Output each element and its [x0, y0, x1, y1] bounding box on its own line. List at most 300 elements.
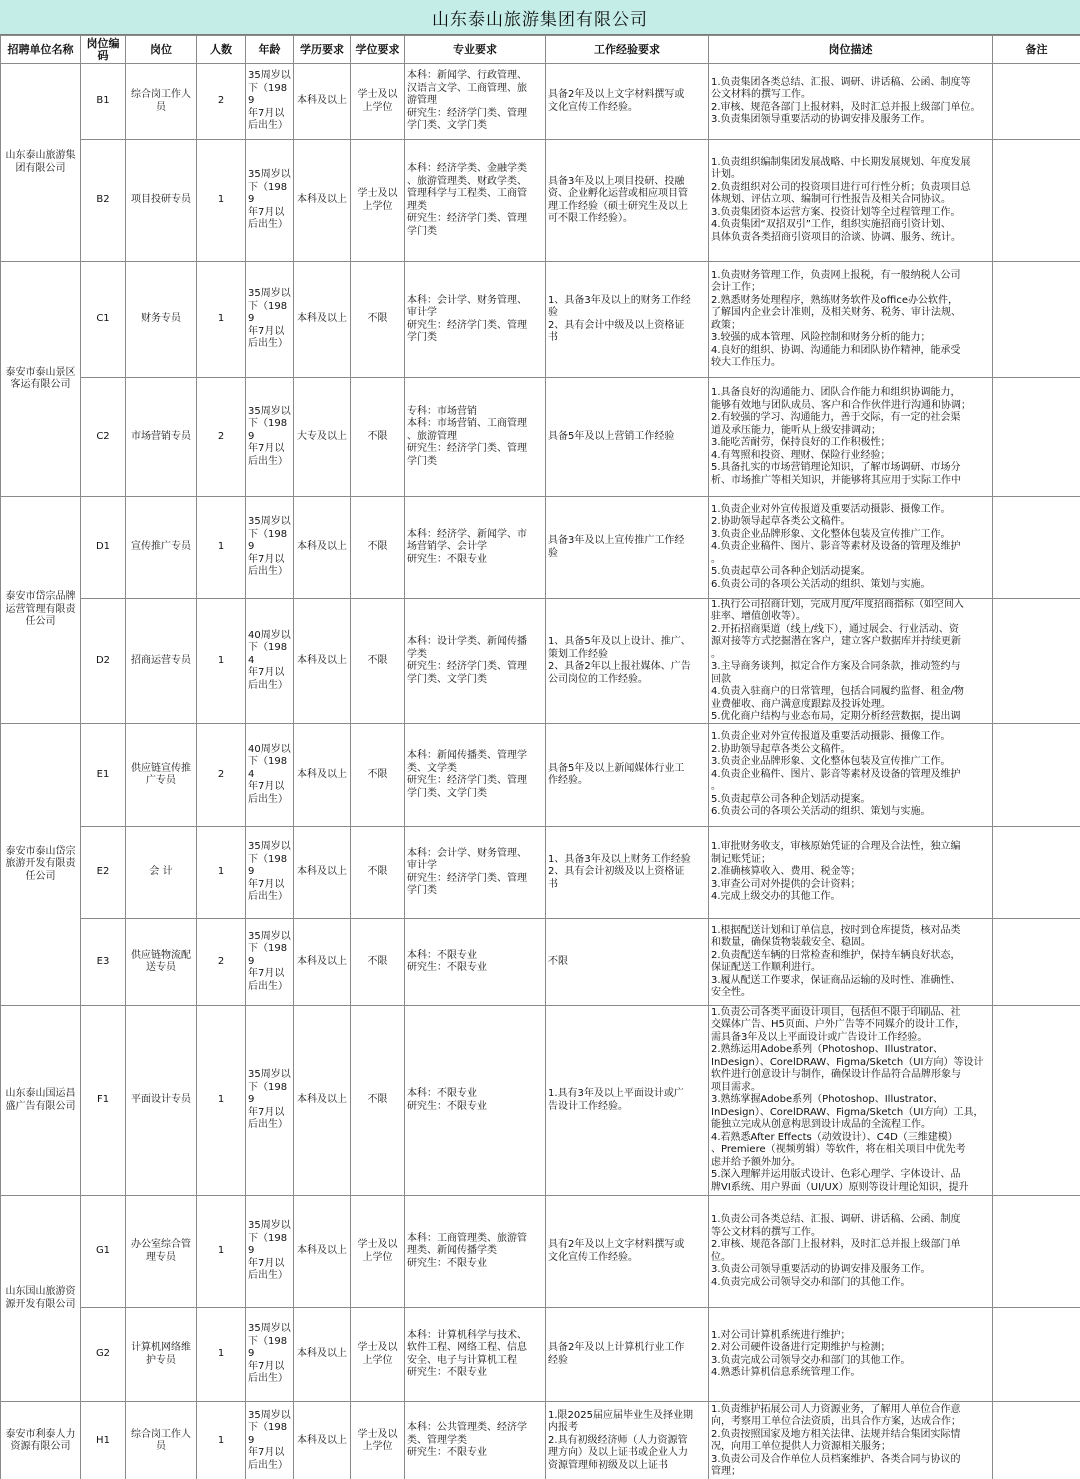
- description-cell-line: 2.负责按照国家及地方相关法律、法规并结合集团实际情: [711, 1428, 961, 1440]
- position-name-cell: 招商运营专员: [126, 599, 197, 724]
- major-cell-line: 研究生：经济学门类、管理: [407, 775, 527, 786]
- age-cell-line: 年7月以: [248, 107, 285, 119]
- age-cell: [246, 64, 294, 140]
- age-cell-line: 下（1989: [248, 1335, 288, 1360]
- age-cell-line: 后出生）: [248, 891, 288, 903]
- recruitment-table: [0, 35, 1080, 1479]
- age-cell-line: 后出生）: [248, 793, 288, 805]
- experience-cell-line: 验: [548, 547, 558, 559]
- experience-cell-line: 经验: [548, 1354, 568, 1366]
- degree-cell: 不限: [351, 497, 405, 599]
- description-cell-line: 体规划、评估立项、编制可行性报告及相关合同协议。: [711, 194, 951, 206]
- age-cell-line: 35周岁以: [248, 930, 291, 942]
- experience-cell-line: 2、具有会计初级及以上资格证: [548, 866, 685, 878]
- experience-cell-line: 理工作经验（硕士研究生及以上: [548, 200, 688, 212]
- age-cell-line: 后出生）: [248, 980, 288, 992]
- major-cell-line: 场营销学、会计学: [407, 541, 487, 553]
- age-cell-line: 35周岁以: [248, 841, 291, 853]
- table-row: [1, 1006, 1080, 1196]
- description-cell-line: 。: [711, 648, 721, 660]
- experience-cell-line: 1.限2025届应届毕业生及择业期: [548, 1409, 693, 1421]
- description-cell-line: 2.审核、规范各部门上报材料，及时汇总并报上级部门单: [711, 1239, 961, 1250]
- description-cell-line: 2.负责配送车辆的日常检查和维护，保持车辆良好状态，: [711, 949, 961, 961]
- age-cell-line: 年7月以: [248, 1106, 285, 1118]
- table-row: [1, 724, 1080, 827]
- header-cell-experience: 工作经验要求: [546, 36, 709, 64]
- header-cell-note: 备注: [993, 36, 1080, 64]
- age-cell-line: 年7月以: [248, 325, 285, 337]
- description-cell-line: 虑并给予额外加分。: [711, 1156, 801, 1168]
- experience-cell-line: 2、具备2年以上报社媒体、广告: [548, 661, 691, 672]
- description-cell: [709, 599, 993, 724]
- description-cell-line: 3.熟练掌握Adobe系列（Photoshop、Illustrator、: [711, 1094, 944, 1106]
- age-cell-line: 年7月以: [248, 443, 285, 455]
- age-cell: [246, 378, 294, 497]
- degree-cell: 不限: [351, 724, 405, 827]
- experience-cell: [546, 64, 709, 140]
- position-code-cell: E2: [81, 827, 126, 919]
- age-cell-line: 35周岁以: [248, 1220, 291, 1232]
- table-row: [1, 827, 1080, 919]
- age-cell-line: 下（1989: [248, 528, 288, 553]
- major-cell: [405, 497, 546, 599]
- description-cell-line: 3.审查公司对外提供的会计资料；: [711, 878, 861, 890]
- description-cell: [709, 262, 993, 378]
- major-cell-line: 本科：计算机科学与技术、: [407, 1329, 527, 1341]
- description-cell-line: InDesign）、CorelDRAW、Figma/Sketch（UI方向）工具，: [711, 1106, 984, 1118]
- description-cell: [709, 497, 993, 599]
- header-cell-count: 人数: [197, 36, 246, 64]
- headcount-cell: 1: [197, 262, 246, 378]
- headcount-cell: 1: [197, 1308, 246, 1402]
- description-cell-line: 2.审核、规范各部门上报材料，及时汇总并报上级部门单位。: [711, 101, 981, 113]
- major-cell-line: 研究生：不限专业: [407, 962, 487, 973]
- experience-cell-line: 告设计工作经验。: [548, 1100, 628, 1112]
- major-cell-line: 研究生：不限专业: [407, 1367, 487, 1378]
- description-cell-line: 4.良好的组织、协调、沟通能力和团队协作精神，能承受: [711, 344, 961, 356]
- degree-cell: 不限: [351, 919, 405, 1006]
- headcount-cell: 1: [197, 1402, 246, 1479]
- age-cell-line: 35周岁以: [248, 1069, 291, 1081]
- degree-cell: 不限: [351, 1006, 405, 1196]
- description-cell-line: 5.负责起草公司各种企划活动提案。: [711, 566, 871, 578]
- education-cell: 本科及以上: [294, 64, 351, 140]
- age-cell-line: 后出生）: [248, 1119, 288, 1131]
- experience-cell-line: 可不限工作经验）。: [548, 213, 633, 224]
- age-cell-line: 后出生）: [248, 219, 288, 231]
- age-cell-line: 年7月以: [248, 667, 285, 679]
- experience-cell-line: 具备2年及以上计算机行业工作: [548, 1342, 685, 1353]
- header-cell-degree: 学位要求: [351, 36, 405, 64]
- experience-cell-line: 1、具备3年及以上的财务工作经: [548, 294, 691, 306]
- education-cell: 本科及以上: [294, 1308, 351, 1402]
- header-cell-unit: 招聘单位名称: [1, 36, 81, 64]
- major-cell-line: 类、文学类: [407, 762, 457, 774]
- age-cell-line: 35周岁以: [248, 516, 291, 528]
- description-cell-line: 保证配送工作顺利进行。: [711, 962, 821, 973]
- table-row: [1, 497, 1080, 599]
- major-cell-line: 审计学: [407, 307, 437, 318]
- age-cell-line: 后出生）: [248, 679, 288, 691]
- major-cell-line: 本科：新闻学、行政管理、: [407, 70, 527, 82]
- position-code-cell: E3: [81, 919, 126, 1006]
- description-cell-line: 能够有效地与团队成员、客户和合作伙伴进行沟通和协调；: [711, 399, 971, 411]
- experience-cell-line: 具有2年及以上文字材料撰写或: [548, 1239, 685, 1250]
- major-cell: [405, 378, 546, 497]
- major-cell-line: 学门类: [407, 885, 437, 896]
- experience-cell: [546, 1196, 709, 1308]
- table-row: [1, 140, 1080, 262]
- major-cell-line: 本科：市场营销、工商管理: [407, 418, 527, 430]
- description-cell-line: 业费催收、商户满意度跟踪及投诉处理。: [711, 698, 891, 710]
- description-cell-line: 公文材料的撰写工作。: [711, 89, 811, 100]
- headcount-cell: 1: [197, 599, 246, 724]
- header-row: [1, 36, 1080, 64]
- description-cell-line: 回款: [711, 673, 731, 685]
- experience-cell-line: 验: [548, 307, 558, 318]
- table-row: [1, 919, 1080, 1006]
- experience-cell-line: 策划工作经验: [548, 648, 608, 660]
- experience-cell-line: 公司岗位的工作经验。: [548, 673, 648, 685]
- note-cell: [993, 64, 1080, 140]
- position-name-cell: 综合岗工作人员: [126, 64, 197, 140]
- description-cell-line: 2.熟悉财务处理程序，熟练财务软件及office办公软件，: [711, 294, 958, 306]
- education-cell: 本科及以上: [294, 140, 351, 262]
- description-cell-line: 1.负责公司各类总结、汇报、调研、讲话稿、公函、制度: [711, 1214, 961, 1225]
- age-cell-line: 后出生）: [248, 1270, 288, 1282]
- header-cell-education: 学历要求: [294, 36, 351, 64]
- description-cell-line: 3.负责集团领导重要活动的协调安排及服务工作。: [711, 114, 931, 125]
- experience-cell-line: 2、具有会计中级及以上资格证: [548, 319, 685, 331]
- note-cell: [993, 919, 1080, 1006]
- description-cell-line: 2.对公司硬件设备进行定期维护与检测；: [711, 1342, 891, 1353]
- major-cell-line: 研究生：经济学门类、管理: [407, 661, 527, 672]
- description-cell-line: 、Premiere（视频剪辑）等软件，将在相关项目中优先考: [711, 1144, 966, 1156]
- age-cell: [246, 827, 294, 919]
- headcount-cell: 2: [197, 724, 246, 827]
- headcount-cell: 2: [197, 64, 246, 140]
- position-code-cell: F1: [81, 1006, 126, 1196]
- experience-cell-line: 具备5年及以上新闻媒体行业工: [548, 762, 685, 774]
- description-cell: [709, 919, 993, 1006]
- education-cell: 大专及以上: [294, 378, 351, 497]
- description-cell-line: 3.负责集团资本运营方案、投资计划等全过程管理工作。: [711, 206, 961, 218]
- major-cell: [405, 262, 546, 378]
- education-cell: 本科及以上: [294, 827, 351, 919]
- description-cell-line: 制记账凭证；: [711, 853, 771, 865]
- major-cell-line: 本科：不限专业: [407, 949, 477, 961]
- headcount-cell: 1: [197, 140, 246, 262]
- description-cell-line: 能独立完成从创意构思到设计成品的全流程工作。: [711, 1119, 931, 1131]
- experience-cell-line: 具备3年及以上宣传推广工作经: [548, 535, 685, 546]
- description-cell-line: 安全性。: [711, 987, 751, 998]
- age-cell-line: 年7月以: [248, 1447, 285, 1459]
- experience-cell: [546, 378, 709, 497]
- unit-name-cell: 泰安市泰山岱宗旅游开发有限责任公司: [1, 724, 81, 1006]
- experience-cell: [546, 724, 709, 827]
- major-cell-line: 、旅游管理: [407, 430, 457, 442]
- major-cell: [405, 599, 546, 724]
- position-name-cell: 财务专员: [126, 262, 197, 378]
- experience-cell-line: 作经验。: [548, 775, 588, 786]
- position-name-cell: 项目投研专员: [126, 140, 197, 262]
- description-cell-line: 2.有较强的学习、沟通能力，善于交际，有一定的社会渠: [711, 412, 961, 423]
- description-cell-line: 。: [711, 553, 721, 565]
- major-cell-line: 学门类: [407, 332, 437, 343]
- description-cell: [709, 724, 993, 827]
- position-name-cell: 市场营销专员: [126, 378, 197, 497]
- description-cell: [709, 827, 993, 919]
- major-cell-line: 研究生：不限专业: [407, 1100, 487, 1112]
- experience-cell-line: 具备2年及以上文字材料撰写或: [548, 89, 685, 100]
- major-cell-line: 本科：新闻传播类、管理学: [407, 750, 527, 761]
- description-cell-line: 政策；: [711, 319, 741, 331]
- description-cell-line: 道及承压能力，能听从上级安排调动；: [711, 424, 881, 436]
- major-cell-line: 研究生：经济学门类、管理: [407, 872, 527, 884]
- description-cell-line: 1.负责组织编制集团发展战略、中长期发展规划、年度发展: [711, 156, 971, 168]
- header-cell-major: 专业要求: [405, 36, 546, 64]
- description-cell-line: 析、市场推广等相关知识，并能够将其应用于实际工作中: [711, 474, 961, 486]
- experience-cell: [546, 919, 709, 1006]
- headcount-cell: 1: [197, 1196, 246, 1308]
- education-cell: 本科及以上: [294, 1402, 351, 1479]
- position-name-cell: 计算机网络维护专员: [126, 1308, 197, 1402]
- age-cell-line: 年7月以: [248, 781, 285, 793]
- description-cell-line: 3.负责企业品牌形象、文化整体包装及宣传推广工作。: [711, 528, 951, 540]
- age-cell-line: 下（1989: [248, 1232, 288, 1257]
- major-cell-line: 理类、新闻传播学类: [407, 1245, 497, 1257]
- description-cell: [709, 140, 993, 262]
- major-cell-line: 研究生：不限专业: [407, 553, 487, 565]
- experience-cell-line: 1.具有3年及以上平面设计或广: [548, 1088, 684, 1099]
- degree-cell: 学士及以上学位: [351, 64, 405, 140]
- description-cell: [709, 1402, 993, 1479]
- age-cell-line: 下（1989: [248, 1081, 288, 1106]
- description-cell-line: 4.完成上级交办的其他工作。: [711, 891, 841, 903]
- description-cell-line: 4.负责集团“双招双引”工作，组织实施招商引资计划、: [711, 219, 951, 231]
- age-cell-line: 40周岁以: [248, 743, 291, 755]
- description-cell-line: 2.负责组织对公司的投资项目进行可行性分析；负责项目总: [711, 181, 971, 193]
- major-cell-line: 学门类、文学门类: [407, 120, 487, 132]
- note-cell: [993, 827, 1080, 919]
- age-cell: [246, 497, 294, 599]
- experience-cell-line: 内报考: [548, 1422, 578, 1434]
- description-cell-line: 3.主导商务谈判，拟定合作方案及合同条款，推动签约与: [711, 661, 961, 672]
- unit-name-cell: 泰安市利泰人力资源有限公司: [1, 1402, 81, 1479]
- experience-cell: [546, 1308, 709, 1402]
- description-cell-line: 1.根据配送计划和订单信息，按时到仓库提货，核对品类: [711, 924, 961, 936]
- major-cell-line: 本科：经济学类、金融学类: [407, 163, 527, 174]
- major-cell-line: 游管理: [407, 95, 437, 107]
- description-cell-line: 1.审批财务收支，审核原始凭证的合理及合法性，独立编: [711, 841, 961, 853]
- headcount-cell: 1: [197, 497, 246, 599]
- degree-cell: 学士及以上学位: [351, 1402, 405, 1479]
- age-cell-line: 35周岁以: [248, 288, 291, 300]
- age-cell: [246, 919, 294, 1006]
- experience-cell-line: 资、企业孵化运营或相应项目管: [548, 188, 688, 199]
- experience-cell: [546, 599, 709, 724]
- experience-cell-line: 1、具备5年及以上设计、推广、: [548, 636, 691, 647]
- description-cell-line: 和数量，确保货物装载安全、稳固。: [711, 937, 871, 948]
- description-cell-line: 1.负责集团各类总结、汇报、调研、讲话稿、公函、制度等: [711, 76, 971, 88]
- description-cell-line: 2.熟练运用Adobe系列（Photoshop、Illustrator、: [711, 1044, 944, 1056]
- description-cell-line: 6.负责公司的各项公关活动的组织、策划与实施。: [711, 806, 931, 818]
- description-cell-line: 2.协助领导起草各类公文稿件。: [711, 743, 851, 755]
- description-cell-line: 4.负责企业稿件、图片、影音等素材及设备的管理及维护: [711, 541, 961, 553]
- description-cell-line: 3.履从配送工作要求，保证商品运输的及时性、准确性、: [711, 974, 961, 986]
- major-cell-line: 本科：不限专业: [407, 1088, 477, 1099]
- major-cell-line: 学门类: [407, 225, 437, 237]
- major-cell-line: 理类: [407, 200, 427, 212]
- table-row: [1, 378, 1080, 497]
- header-cell-description: 岗位描述: [709, 36, 993, 64]
- note-cell: [993, 378, 1080, 497]
- age-cell-line: 年7月以: [248, 553, 285, 565]
- experience-cell: [546, 1402, 709, 1479]
- age-cell-line: 年7月以: [248, 968, 285, 980]
- note-cell: [993, 599, 1080, 724]
- age-cell-line: 后出生）: [248, 338, 288, 350]
- description-cell-line: 3.负责公司领导重要活动的协调安排及服务工作。: [711, 1264, 931, 1275]
- description-cell-line: 等公文材料的撰写工作。: [711, 1226, 821, 1238]
- major-cell: [405, 64, 546, 140]
- unit-name-cell: 泰安市泰山景区客运有限公司: [1, 262, 81, 497]
- note-cell: [993, 262, 1080, 378]
- education-cell: 本科及以上: [294, 262, 351, 378]
- description-cell-line: 计划。: [711, 169, 741, 181]
- description-cell-line: 1.负责企业对外宣传报道及重要活动摄影、摄像工作。: [711, 503, 951, 515]
- position-name-cell: 宣传推广专员: [126, 497, 197, 599]
- age-cell: [246, 262, 294, 378]
- position-code-cell: G2: [81, 1308, 126, 1402]
- experience-cell-line: 2.具有初级经济师（人力资源管: [548, 1434, 688, 1446]
- age-cell-line: 下（1984: [248, 756, 288, 780]
- experience-cell-line: 书: [548, 878, 558, 890]
- major-cell-line: 学门类、文学门类: [407, 787, 487, 799]
- description-cell-line: 项目需求。: [711, 1081, 761, 1093]
- sheet-title: 山东泰山旅游集团有限公司: [0, 0, 1080, 35]
- position-code-cell: G1: [81, 1196, 126, 1308]
- description-cell-line: InDesign）、CorelDRAW、Figma/Sketch（UI方向）等设计: [711, 1056, 984, 1068]
- note-cell: [993, 497, 1080, 599]
- description-cell-line: 向，考察用工单位合法资质，出具合作方案，达成合作；: [711, 1416, 961, 1427]
- degree-cell: 学士及以上学位: [351, 1196, 405, 1308]
- major-cell-line: 研究生：不限专业: [407, 1257, 487, 1269]
- education-cell: 本科及以上: [294, 1006, 351, 1196]
- position-name-cell: 平面设计专员: [126, 1006, 197, 1196]
- experience-cell-line: 具备5年及以上营销工作经验: [548, 430, 675, 442]
- description-cell-line: 4.熟悉计算机信息系统管理工作。: [711, 1367, 861, 1378]
- experience-cell-line: 具备3年及以上项目投研、投融: [548, 175, 685, 187]
- position-code-cell: D2: [81, 599, 126, 724]
- position-name-cell: 供应链物流配送专员: [126, 919, 197, 1006]
- major-cell-line: 学门类、文学门类: [407, 673, 487, 685]
- note-cell: [993, 724, 1080, 827]
- experience-cell-line: 书: [548, 332, 558, 343]
- description-cell-line: 1.负责维护拓展公司人力资源业务，了解用人单位合作意: [711, 1403, 961, 1415]
- note-cell: [993, 140, 1080, 262]
- description-cell-line: 5.深入理解并运用版式设计、色彩心理学、字体设计、品: [711, 1169, 961, 1181]
- age-cell-line: 下（1989: [248, 181, 288, 206]
- table-row: [1, 262, 1080, 378]
- age-cell: [246, 140, 294, 262]
- education-cell: 本科及以上: [294, 919, 351, 1006]
- note-cell: [993, 1196, 1080, 1308]
- experience-cell: [546, 1006, 709, 1196]
- age-cell-line: 后出生）: [248, 1373, 288, 1385]
- major-cell-line: 本科：会计学、财务管理、: [407, 847, 527, 859]
- headcount-cell: 2: [197, 378, 246, 497]
- age-cell-line: 后出生）: [248, 566, 288, 578]
- major-cell-line: 类、管理学类: [407, 1434, 467, 1446]
- age-cell-line: 下（1989: [248, 418, 288, 442]
- major-cell-line: 汉语言文学、工商管理、旅: [407, 82, 527, 94]
- experience-cell-line: 不限: [548, 955, 568, 967]
- unit-name-cell: 泰安市岱宗品牌运营管理有限责任公司: [1, 497, 81, 724]
- headcount-cell: 2: [197, 919, 246, 1006]
- description-cell-line: 3.负责完成公司领导交办和部门的其他工作。: [711, 1354, 911, 1366]
- description-cell-line: 3.负责企业品牌形象、文化整体包装及宣传推广工作。: [711, 756, 951, 768]
- age-cell-line: 年7月以: [248, 206, 285, 218]
- description-cell-line: 6.负责公司的各项公关活动的组织、策划与实施。: [711, 578, 931, 590]
- experience-cell: [546, 140, 709, 262]
- description-cell: [709, 378, 993, 497]
- position-code-cell: C2: [81, 378, 126, 497]
- education-cell: 本科及以上: [294, 1196, 351, 1308]
- age-cell-line: 年7月以: [248, 1360, 285, 1372]
- age-cell-line: 后出生）: [248, 455, 288, 467]
- major-cell-line: 研究生：不限专业: [407, 1447, 487, 1459]
- major-cell-line: 研究生：经济学门类、管理: [407, 107, 527, 119]
- major-cell-line: 本科：工商管理类、旅游管: [407, 1232, 527, 1244]
- description-cell: [709, 1308, 993, 1402]
- age-cell-line: 后出生）: [248, 120, 288, 132]
- position-code-cell: C1: [81, 262, 126, 378]
- position-code-cell: B1: [81, 64, 126, 140]
- experience-cell-line: 文化宣传工作经验。: [548, 1251, 638, 1263]
- description-cell: [709, 1196, 993, 1308]
- major-cell-line: 本科：经济学、新闻学、市: [407, 528, 527, 540]
- note-cell: [993, 1308, 1080, 1402]
- description-cell-line: 1.负责公司各类平面设计项目，包括但不限于印刷品、社: [711, 1006, 961, 1018]
- description-cell-line: 1.对公司计算机系统进行维护；: [711, 1329, 851, 1341]
- age-cell-line: 后出生）: [248, 1459, 288, 1471]
- major-cell-line: 研究生：经济学门类、管理: [407, 319, 527, 331]
- position-code-cell: D1: [81, 497, 126, 599]
- major-cell-line: 本科：会计学、财务管理、: [407, 294, 527, 306]
- header-cell-age: 年龄: [246, 36, 294, 64]
- position-name-cell: 综合岗工作人员: [126, 1402, 197, 1479]
- major-cell-line: 审计学: [407, 860, 437, 871]
- experience-cell-line: 资源管理师初级及以上证书: [548, 1459, 668, 1471]
- table-row: [1, 64, 1080, 140]
- table-row: [1, 1402, 1080, 1479]
- position-name-cell: 供应链宣传推广专员: [126, 724, 197, 827]
- description-cell-line: 1.负责财务管理工作，负责网上报税，有一般纳税人公司: [711, 269, 961, 281]
- age-cell-line: 下（1989: [248, 82, 288, 107]
- table-row: [1, 599, 1080, 724]
- position-code-cell: E1: [81, 724, 126, 827]
- description-cell-line: 况，向用工单位提供人力资源相关服务；: [711, 1441, 891, 1452]
- description-cell-line: 1.具备良好的沟通能力、团队合作能力和组织协调能力，: [711, 387, 961, 398]
- degree-cell: 不限: [351, 827, 405, 919]
- age-cell-line: 35周岁以: [248, 1409, 291, 1421]
- degree-cell: 不限: [351, 599, 405, 724]
- description-cell-line: 4.负责完成公司领导交办和部门的其他工作。: [711, 1276, 911, 1288]
- header-cell-position: 岗位: [126, 36, 197, 64]
- description-cell-line: 1.负责企业对外宣传报道及重要活动摄影、摄像工作。: [711, 731, 951, 743]
- description-cell-line: 4.负责入驻商户的日常管理，包括合同履约监督、租金/物: [711, 686, 964, 697]
